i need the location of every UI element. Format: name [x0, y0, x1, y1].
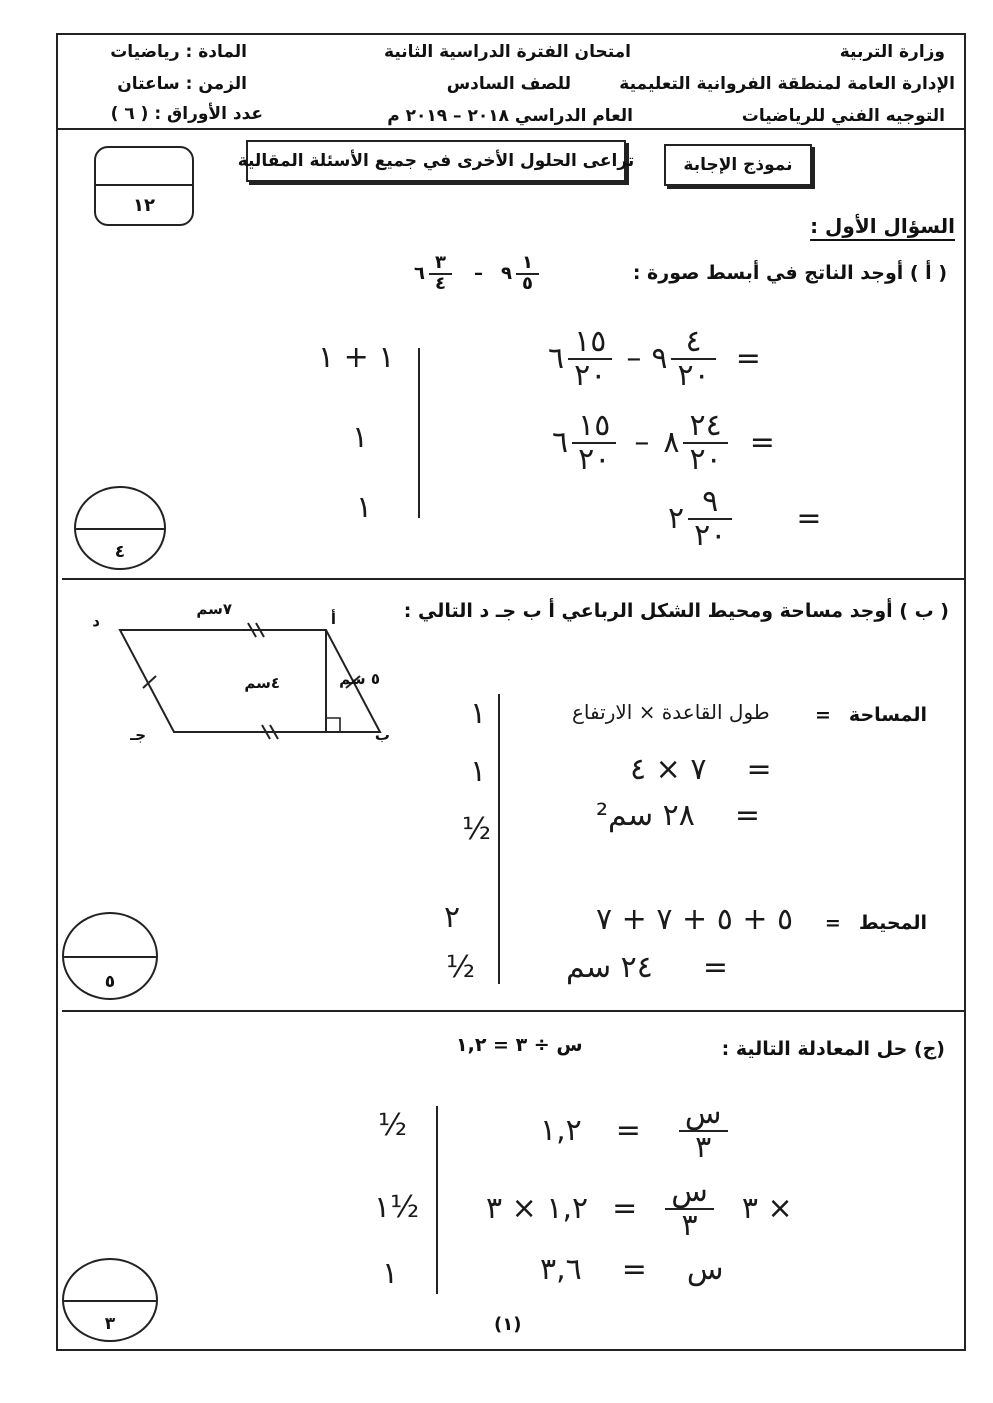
- part-a-divider: [62, 578, 966, 580]
- part-a-expression: [414, 254, 543, 294]
- part-a-score: ٤: [114, 542, 126, 562]
- ministry: وزارة التربية: [839, 42, 945, 62]
- part-a-work-line-2: ٦ $\frac{١٥}{٢٠}$ – ٨ $\frac{٢٤}{٢٠}$ =: [552, 408, 775, 477]
- vertex-d-label: د: [92, 612, 100, 630]
- alternate-solutions-note: تراعى الحلول الأخرى في جميع الأسئلة المقالية: [246, 140, 626, 182]
- part-c-work-line-2: ١,٢ × ٣ = $\frac{\text{س}}{٣}$ ٣ ×: [486, 1174, 793, 1243]
- expr-whole-2: ٩: [501, 263, 512, 285]
- subject: المادة : رياضيات: [110, 42, 247, 62]
- slant-side-label: ٥ سم: [339, 670, 380, 688]
- part-b-mark-2: ١: [470, 754, 487, 789]
- vertex-c-label: جـ: [130, 726, 146, 744]
- expr-operator: –: [474, 263, 483, 285]
- expr-num-1: ٣: [435, 252, 446, 273]
- top-side-label: ٧سم: [196, 600, 232, 618]
- school-year: العام الدراسي ٢٠١٨ – ٢٠١٩ م: [387, 106, 633, 126]
- quadrilateral-diagram: [90, 592, 430, 752]
- exam-title: امتحان الفترة الدراسية الثانية: [384, 42, 631, 62]
- part-c-score: ٣: [104, 1314, 116, 1334]
- expr-num-2: ١: [522, 252, 533, 273]
- part-c-score-circle: [62, 1258, 158, 1342]
- vertex-b-label: ب: [374, 726, 390, 744]
- expr-whole-1: ٦: [414, 263, 425, 285]
- part-b-mark-3: ½: [462, 812, 492, 847]
- expr-den-1: ٤: [435, 272, 446, 294]
- part-a-score-circle: [74, 486, 166, 570]
- perimeter-label: المحيط=: [824, 912, 927, 934]
- part-b-score: ٥: [104, 972, 116, 992]
- area-line-2: ٧ × ٤ =: [630, 752, 772, 787]
- perimeter-line-1: ٥ + ٥ + ٧ + ٧: [596, 902, 794, 937]
- part-c-mark-2: ١½: [374, 1190, 420, 1225]
- vertex-a-label: أ: [330, 610, 336, 628]
- total-score: ١٢: [133, 195, 155, 216]
- part-b-mark-1: ١: [470, 696, 487, 731]
- part-a-work-line-1: ٦ $\frac{١٥}{٢٠}$ – ٩ $\frac{٤}{٢٠}$ =: [548, 324, 761, 393]
- grade: للصف السادس: [446, 74, 571, 94]
- part-c-work-line-1: ١,٢ = $\frac{\text{س}}{٣}$: [540, 1098, 732, 1163]
- page-count: عدد الأوراق : ( ٦ ): [110, 104, 263, 124]
- expr-fraction-1: [429, 254, 452, 294]
- part-b-label: ( ب ) أوجد مساحة ومحيط الشكل الرباعي أ ب جـ د التالي :: [403, 600, 949, 622]
- part-c-equation: س ÷ ٣ = ١,٢: [456, 1034, 583, 1056]
- part-b-mark-4: ٢: [444, 900, 461, 935]
- height-label: ٤سم: [244, 674, 280, 692]
- part-a-label: ( أ ) أوجد الناتج في أبسط صورة :: [632, 262, 947, 284]
- part-a-mark-1: ١ + ١: [318, 340, 395, 375]
- part-b-marks-divider: [498, 694, 500, 984]
- part-c-marks-divider: [436, 1106, 438, 1294]
- question-1-title: السؤال الأول :: [810, 214, 955, 238]
- page-number: (١): [494, 1314, 522, 1335]
- expr-den-2: ٥: [522, 272, 533, 294]
- perimeter-line-2: ٢٤ سم =: [566, 950, 729, 985]
- header-divider: [56, 128, 966, 130]
- area-line-1: طول القاعدة × الارتفاع: [572, 700, 770, 724]
- area-label: المساحة=: [815, 704, 927, 726]
- total-score-box: [94, 146, 194, 226]
- directorate: الإدارة العامة لمنطقة الفروانية التعليمية: [619, 74, 955, 94]
- expr-fraction-2: [516, 254, 539, 294]
- part-a-marks-divider: [418, 348, 420, 518]
- part-c-mark-3: ١: [382, 1256, 399, 1291]
- department: التوجيه الفني للرياضيات: [741, 106, 945, 126]
- part-c-label: (ج) حل المعادلة التالية :: [721, 1038, 945, 1060]
- part-c-work-line-3: ٣,٦ = س: [540, 1252, 724, 1287]
- part-a-work-line-3: ٢ $\frac{٩}{٢٠}$ =: [668, 484, 822, 553]
- part-a-mark-2: ١: [352, 420, 369, 455]
- part-b-score-circle: [62, 912, 158, 1000]
- right-angle-mark: [326, 718, 340, 732]
- part-b-divider: [62, 1010, 966, 1012]
- part-c-mark-1: ½: [378, 1108, 408, 1143]
- part-b-mark-5: ½: [446, 950, 476, 985]
- exam-time: الزمن : ساعتان: [117, 74, 247, 94]
- part-a-mark-3: ١: [356, 490, 373, 525]
- answer-model-box: نموذج الإجابة: [664, 144, 812, 186]
- area-line-3: ٢٨ سم² =: [596, 798, 761, 833]
